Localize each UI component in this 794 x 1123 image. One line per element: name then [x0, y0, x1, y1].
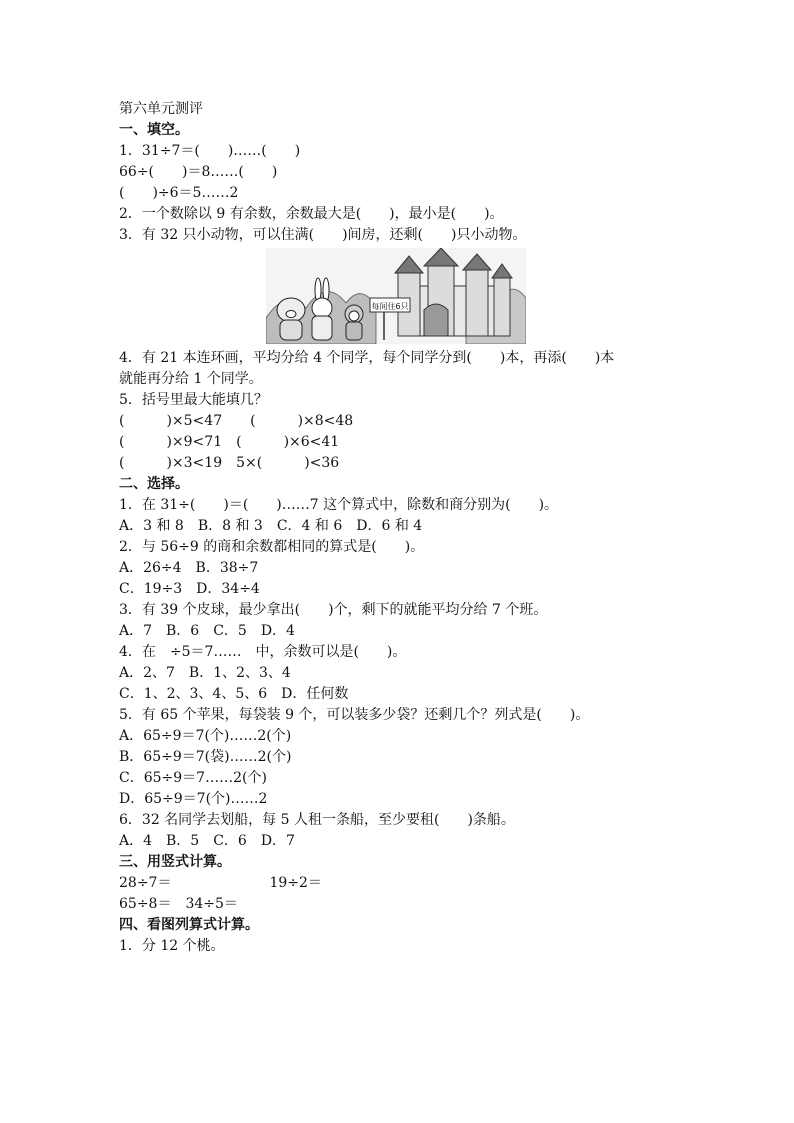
section-heading-choice: 二、选择。 — [119, 476, 189, 492]
question-line: 66÷( )＝8……( ) — [119, 164, 278, 180]
question-line: ( )×3<19 5×( )<36 — [119, 455, 340, 471]
question-line: 3．有 39 个皮球，最少拿出( )个，剩下的就能平均分给 7 个班。 — [119, 602, 548, 618]
question-line: 1．31÷7＝( )……( ) — [119, 143, 301, 159]
question-line: 1．分 12 个桃。 — [119, 938, 225, 954]
option-line: B．65÷9＝7(袋)……2(个) — [119, 749, 292, 765]
calc-line: 65÷8＝ 34÷5＝ — [119, 896, 238, 912]
question-line: 5．有 65 个苹果，每袋装 9 个，可以装多少袋？还剩几个？列式是( )。 — [119, 707, 590, 723]
question-line: 就能再分给 1 个同学。 — [119, 371, 263, 387]
question-line: 2．与 56÷9 的商和余数都相同的算式是( )。 — [119, 539, 425, 555]
option-line: C．19÷3 D．34÷4 — [119, 581, 260, 597]
section-heading-fill-blank: 一、填空。 — [119, 122, 189, 138]
option-line: A．7 B．6 C．5 D．4 — [119, 623, 295, 639]
section-heading-picture-calc: 四、看图列算式计算。 — [119, 917, 259, 933]
option-line: D．65÷9＝7(个)……2 — [119, 791, 268, 807]
option-line: A．3 和 8 B．8 和 3 C．4 和 6 D．6 和 4 — [119, 518, 423, 534]
question-line: ( )×9<71 ( )×6<41 — [119, 434, 340, 450]
worksheet-page — [119, 99, 699, 957]
question-line: 4．在 ÷5＝7…… 中，余数可以是( )。 — [119, 644, 407, 660]
question-line: ( )×5<47 ( )×8<48 — [119, 413, 354, 429]
question-line: 4．有 21 本连环画，平均分给 4 个同学，每个同学分到( )本，再添( )本 — [119, 350, 615, 366]
calc-line: 28÷7＝ 19÷2＝ — [119, 875, 322, 891]
option-line: A．65÷9＝7(个)……2(个) — [119, 728, 292, 744]
option-line: A．4 B．5 C．6 D．7 — [119, 833, 295, 849]
option-line: A．2、7 B．1、2、3、4 — [119, 665, 291, 681]
question-line: 6．32 名同学去划船，每 5 人租一条船，至少要租( )条船。 — [119, 812, 515, 828]
option-line: C．65÷9＝7……2(个) — [119, 770, 267, 786]
option-line: C．1、2、3、4、5、6 D．任何数 — [119, 686, 349, 702]
section-heading-vertical-calc: 三、用竖式计算。 — [119, 854, 231, 870]
sign-text: 每间住6只 — [371, 302, 409, 311]
question-line: 3．有 32 只小动物，可以住满( )间房，还剩( )只小动物。 — [119, 227, 527, 243]
option-line: A．26÷4 B．38÷7 — [119, 560, 259, 576]
question-line: 2．一个数除以 9 有余数，余数最大是( )，最小是( )。 — [119, 206, 504, 222]
page-title: 第六单元测评 — [119, 101, 203, 117]
question-line: 5．括号里最大能填几？ — [119, 392, 268, 408]
question-line: ( )÷6＝5……2 — [119, 185, 239, 201]
question-line: 1．在 31÷( )＝( )……7 这个算式中，除数和商分别为( )。 — [119, 497, 559, 513]
animals-castle-illustration — [266, 248, 526, 344]
castle-scene-svg — [266, 248, 526, 344]
